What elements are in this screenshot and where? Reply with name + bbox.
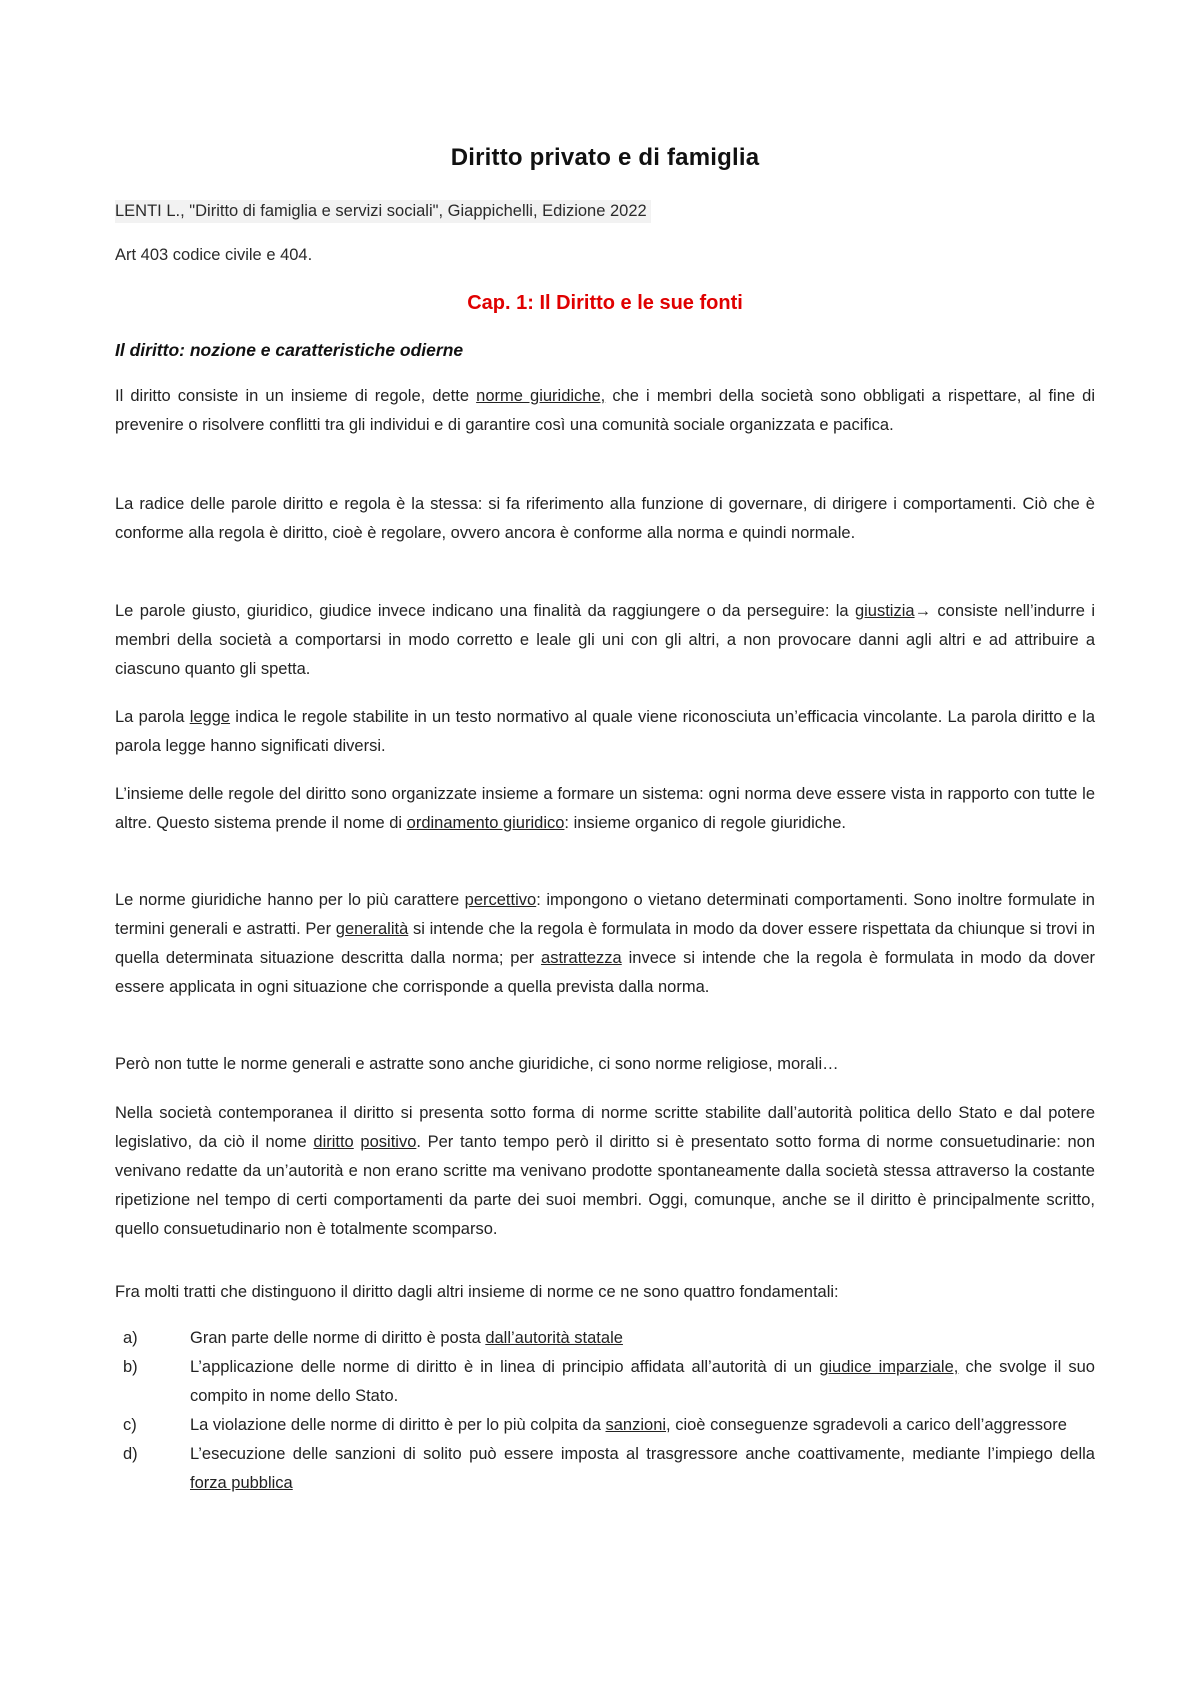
underlined-term: astrattezza bbox=[541, 949, 622, 967]
paragraph-text: : impongono o vietano determinati comportamenti. Sono inoltre formulate in termini generali e astratti. Per bbox=[115, 891, 1095, 938]
paragraph-5 bbox=[115, 780, 1095, 838]
chapter-heading: Cap. 1: Il Diritto e le sue fonti bbox=[467, 292, 743, 314]
paragraph-1 bbox=[115, 382, 1095, 440]
underlined-term: percettivo bbox=[464, 891, 537, 909]
list-marker: c) bbox=[123, 1416, 137, 1434]
paragraph-text: che i membri della società sono obbligati a rispettare, al fine di prevenire o risolvere conflitti tra gli individui e di garantire così una comunità sociale organizzata e pacifica. bbox=[115, 387, 1096, 434]
paragraph-4 bbox=[115, 703, 1095, 761]
section-heading: Il diritto: nozione e caratteristiche odierne bbox=[115, 340, 464, 360]
list-item: c) La violazione delle norme di diritto è per lo più colpita da sanzioni, cioè conseguenze sgradevoli a carico dell’aggressore bbox=[115, 1411, 1095, 1440]
arrow-icon: → bbox=[914, 602, 932, 620]
paragraph-2: La radice delle parole diritto e regola è la stessa: si fa riferimento alla funzione di governare, di dirigere i comportamenti. Ciò che è conforme alla regola è diritto, cioè è regolare, ovvero ancora è conforme alla norma e quindi normale. bbox=[115, 495, 1095, 542]
paragraph-text: La parola bbox=[115, 708, 190, 726]
paragraph-3 bbox=[115, 597, 1095, 684]
list-item: b) L’applicazione delle norme di diritto è in linea di principio affidata all’autorità di un giudice imparziale, che svolge il suo compito in nome dello Stato. bbox=[115, 1353, 1095, 1411]
paragraph-7: Però non tutte le norme generali e astratte sono anche giuridiche, ci sono norme religiose, morali… bbox=[115, 1055, 839, 1073]
bibliographic-reference: LENTI L., "Diritto di famiglia e servizi sociali", Giappichelli, Edizione 2022 bbox=[115, 200, 651, 223]
underlined-term: giudice imparziale, bbox=[819, 1358, 959, 1376]
underlined-term: positivo bbox=[360, 1133, 417, 1151]
article-reference: Art 403 codice civile e 404. bbox=[115, 246, 313, 264]
list-marker: a) bbox=[123, 1329, 138, 1347]
underlined-term: norme giuridiche, bbox=[476, 387, 606, 405]
paragraph-text: invece si intende che la regola è formulata in modo da dover essere applicata in ogni situazione che corrisponde a quella prevista dalla norma. bbox=[115, 949, 1095, 996]
list-marker: d) bbox=[123, 1445, 138, 1463]
underlined-term: generalità bbox=[335, 920, 409, 938]
paragraph-text: . Per tanto tempo però il diritto si è presentato sotto forma di norme consuetudinarie: non venivano redatte da un’autorità e non erano scritte ma venivano prodotte spontaneamente dalla società stessa attraverso la costante ripetizione nel tempo di certi comportamenti da parte dei suoi membri. Oggi, comunque, anche se il diritto è principalmente scritto, quello consuetudinario non è totalmente scomparso. bbox=[115, 1133, 1096, 1238]
list-item: a) Gran parte delle norme di diritto è posta dall’autorità statale bbox=[115, 1324, 1095, 1353]
paragraph-text: indica le regole stabilite in un testo normativo al quale viene riconosciuta un’efficacia vincolante. La parola diritto e la parola legge hanno significati diversi. bbox=[115, 708, 1096, 755]
document-title: Diritto privato e di famiglia bbox=[450, 144, 760, 171]
characteristics-list bbox=[115, 1324, 1095, 1498]
underlined-term: diritto bbox=[313, 1133, 354, 1151]
paragraph-text: Le norme giuridiche hanno per lo più carattere bbox=[115, 891, 465, 909]
underlined-term: giustizia bbox=[854, 602, 915, 620]
paragraph-text: L’insieme delle regole del diritto sono organizzate insieme a formare un sistema: ogni norma deve essere vista in rapporto con tutte le altre. Questo sistema prende il nome di bbox=[115, 785, 1095, 832]
underlined-term: sanzioni bbox=[605, 1416, 667, 1434]
list-marker: b) bbox=[123, 1358, 138, 1376]
underlined-term: ordinamento giuridico bbox=[406, 814, 565, 832]
underlined-term: legge bbox=[189, 708, 231, 726]
underlined-term: dall’autorità statale bbox=[485, 1329, 623, 1347]
paragraph-text: consiste nell’indurre i membri della società a comportarsi in modo corretto e leale gli uni con gli altri, a non provocare danni agli altri e ad attribuire a ciascuno quanto gli spetta. bbox=[115, 602, 1095, 678]
paragraph-9: Fra molti tratti che distinguono il diritto dagli altri insieme di norme ce ne sono quattro fondamentali: bbox=[115, 1283, 839, 1301]
list-item: d) L’esecuzione delle sanzioni di solito può essere imposta al trasgressore anche coattivamente, mediante l’impiego della forza pubblica bbox=[115, 1440, 1095, 1498]
paragraph-text: Nella società contemporanea il diritto si presenta sotto forma di norme scritte stabilite dall’autorità politica dello Stato e dal potere legislativo, da ciò il nome bbox=[115, 1104, 1095, 1151]
underlined-term: forza pubblica bbox=[190, 1474, 293, 1492]
paragraph-text: Le parole giusto, giuridico, giudice invece indicano una finalità da raggiungere o da perseguire: la bbox=[115, 602, 855, 620]
paragraph-text: : insieme organico di regole giuridiche. bbox=[564, 814, 846, 832]
paragraph-8 bbox=[115, 1099, 1095, 1244]
paragraph-text: Il diritto consiste in un insieme di regole, dette bbox=[115, 387, 477, 405]
paragraph-text: si intende che la regola è formulata in modo da dover essere rispettata da chiunque si trovi in quella determinata situazione descritta dalla norma; per bbox=[115, 920, 1096, 967]
paragraph-6 bbox=[115, 886, 1095, 1002]
